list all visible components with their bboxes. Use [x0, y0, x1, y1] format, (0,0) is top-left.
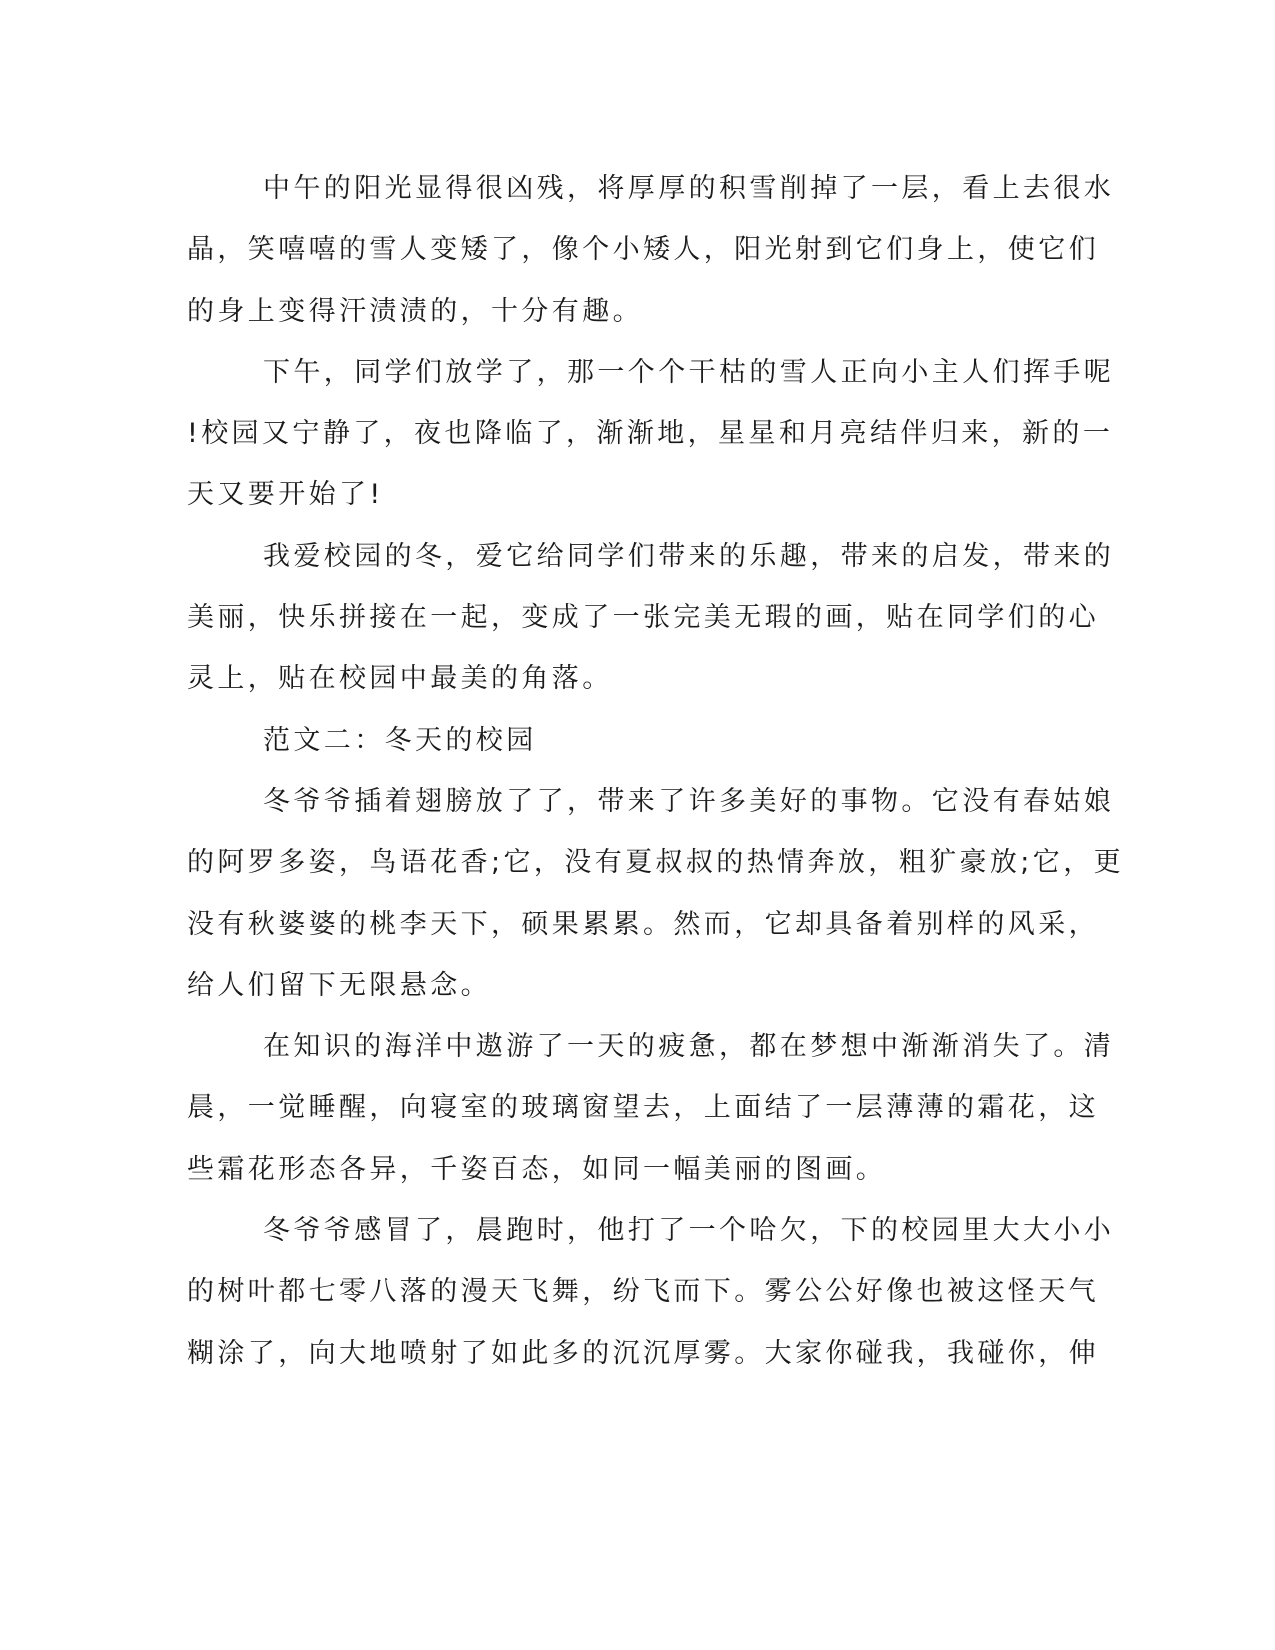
paragraph-line: !校园又宁静了，夜也降临了，渐渐地，星星和月亮结伴归来，新的一: [187, 418, 1114, 450]
paragraph-line: 冬爷爷感冒了，晨跑时，他打了一个哈欠，下的校园里大大小小: [263, 1215, 1115, 1247]
paragraph-line: 给人们留下无限悬念。: [187, 969, 491, 1001]
paragraph-line: 灵上，贴在校园中最美的角落。: [187, 663, 613, 695]
paragraph-line: 的阿罗多姿，鸟语花香;它，没有夏叔叔的热情奔放，粗犷豪放;它，更: [187, 847, 1124, 879]
paragraph-line: 冬爷爷插着翅膀放了了，带来了许多美好的事物。它没有春姑娘: [263, 785, 1115, 817]
paragraph-line: 没有秋婆婆的桃李天下，硕果累累。然而，它却具备着别样的风采，: [187, 908, 1099, 940]
paragraph-line: 的身上变得汗渍渍的，十分有趣。: [187, 295, 643, 327]
paragraph-line: 些霜花形态各异，千姿百态，如同一幅美丽的图画。: [187, 1153, 887, 1185]
paragraph-line: 下午，同学们放学了，那一个个干枯的雪人正向小主人们挥手呢: [263, 356, 1115, 388]
section-heading: 范文二：冬天的校园: [263, 724, 537, 756]
paragraph-line: 美丽，快乐拼接在一起，变成了一张完美无瑕的画，贴在同学们的心: [187, 602, 1099, 634]
essay-body: [187, 158, 1124, 1384]
paragraph-line: 中午的阳光显得很凶残，将厚厚的积雪削掉了一层，看上去很水: [263, 173, 1115, 204]
paragraph-line: 我爱校园的冬，爱它给同学们带来的乐趣，带来的启发，带来的: [263, 540, 1115, 572]
paragraph-line: 晨，一觉睡醒，向寝室的玻璃窗望去，上面结了一层薄薄的霜花，这: [187, 1092, 1099, 1124]
paragraph-line: 在知识的海洋中遨游了一天的疲惫，都在梦想中渐渐消失了。清: [263, 1031, 1115, 1063]
paragraph-line: 天又要开始了!: [187, 479, 384, 511]
paragraph-line: 糊涂了，向大地喷射了如此多的沉沉厚雾。大家你碰我，我碰你，伸: [187, 1337, 1099, 1369]
paragraph-line: 晶，笑嘻嘻的雪人变矮了，像个小矮人，阳光射到它们身上，使它们: [187, 234, 1099, 266]
paragraph-line: 的树叶都七零八落的漫天飞舞，纷飞而下。雾公公好像也被这怪天气: [187, 1276, 1099, 1308]
